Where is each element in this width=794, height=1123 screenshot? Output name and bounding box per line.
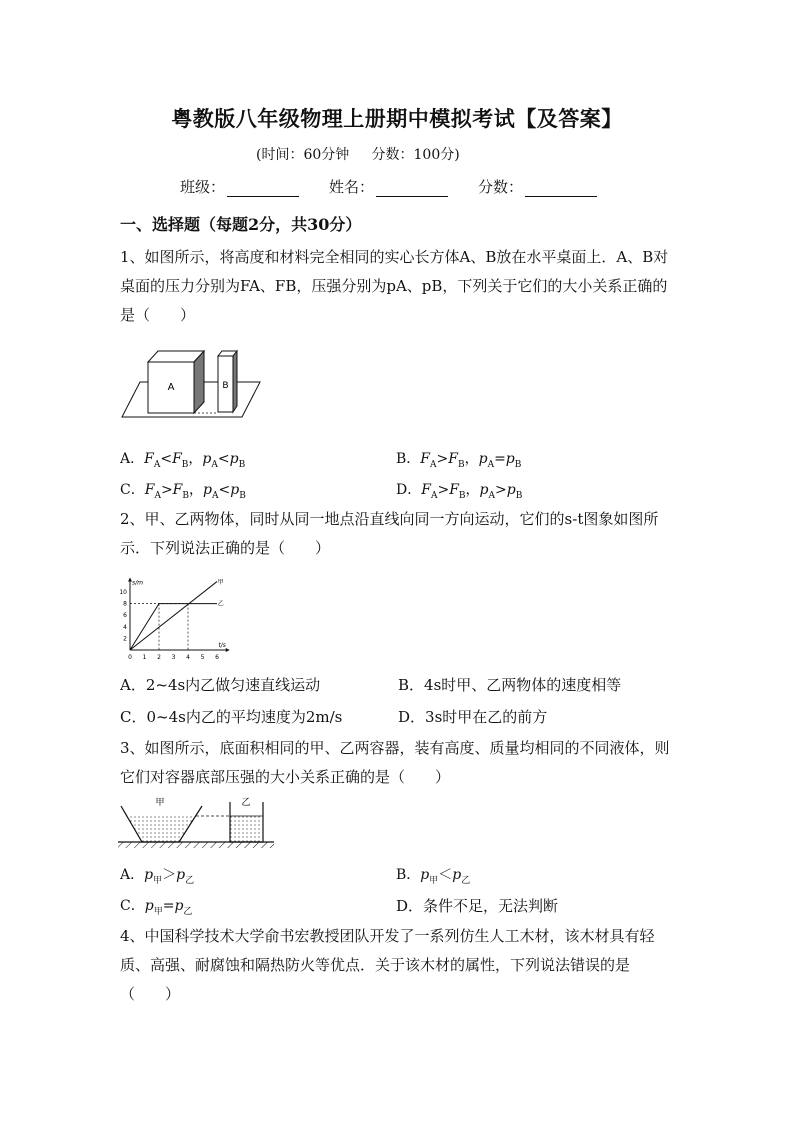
y-tick-label: 10	[119, 589, 127, 596]
q3-option-a[interactable]: A．$p_甲>p_乙$	[120, 867, 195, 886]
series-line-jia	[130, 579, 217, 650]
series-line-yi	[130, 604, 217, 650]
block-b-side	[233, 351, 237, 412]
series-label-yi: 乙	[217, 600, 224, 608]
x-tick-label: 0	[128, 654, 132, 661]
q2-option-c[interactable]: C．0~4s内乙的平均速度为2m/s	[120, 708, 343, 726]
x-tick-label: 1	[142, 654, 147, 661]
section-heading: 一、选择题（每题2分，共30分）	[120, 215, 362, 234]
q2-option-a[interactable]: A．2~4s内乙做匀速直线运动	[120, 676, 321, 694]
question-1-figure	[118, 345, 268, 425]
exam-info: (时间：60分钟 分数：100分)	[256, 147, 460, 163]
name-field[interactable]	[329, 176, 448, 197]
y-tick-label: 2	[123, 635, 127, 643]
y-tick-label: 8	[123, 600, 127, 608]
q1-option-d[interactable]: D．$F_A>F_B$，$p_A>p_B$	[396, 482, 523, 501]
page-title: 粤教版八年级物理上册期中模拟考试【及答案】	[171, 106, 623, 131]
question-4-text: 4、中国科学技术大学俞书宏教授团队开发了一系列仿生人工木材，该木材具有轻质、高强、耐腐蚀和隔热防火等优点．关于该木材的属性，下列说法错误的是（ ）	[120, 927, 655, 1003]
x-tick-label: 2	[157, 654, 161, 661]
x-tick-label: 4	[186, 654, 190, 661]
q2-option-b[interactable]: B．4s时甲、乙两物体的速度相等	[398, 676, 622, 694]
ground-hatch	[118, 842, 274, 848]
q3-option-c[interactable]: C．$p_甲=p_乙$	[120, 898, 193, 917]
q3-option-d[interactable]: D．条件不足，无法判断	[396, 897, 559, 915]
yi-label: 乙	[241, 798, 251, 808]
name-blank[interactable]	[376, 180, 448, 197]
series-label-jia: 甲	[217, 578, 224, 586]
q3-option-b[interactable]: B．$p_甲<p_乙$	[396, 867, 471, 886]
y-tick-label: 6	[123, 612, 127, 620]
student-fields	[180, 176, 627, 197]
question-1-text: 1、如图所示，将高度和材料完全相同的实心长方体A、B放在水平桌面上．A、B对桌面的压力分别为FA、FB，压强分别为pA、pB，下列关于它们的大小关系正确的是（ ）	[120, 248, 669, 324]
block-b-label: B	[222, 381, 229, 391]
q2-option-d[interactable]: D．3s时甲在乙的前方	[398, 708, 548, 726]
name-label: 姓名：	[329, 178, 375, 196]
question-3-figure	[118, 796, 274, 852]
st-graph	[116, 572, 246, 664]
class-blank[interactable]	[227, 180, 299, 197]
yi-liquid	[230, 816, 263, 842]
q1-option-b[interactable]: B．$F_A>F_B$，$p_A=p_B$	[396, 451, 522, 470]
jia-liquid	[127, 816, 196, 842]
q1-option-a[interactable]: A．$F_A<F_B$，$p_A<p_B$	[120, 451, 246, 470]
block-a-side	[194, 351, 204, 413]
x-axis-label: t/s	[218, 642, 226, 649]
q1-option-c[interactable]: C．$F_A>F_B$，$p_A<p_B$	[120, 482, 246, 501]
jia-label: 甲	[155, 798, 165, 808]
class-label: 班级：	[180, 178, 226, 196]
x-axis-arrow	[226, 648, 230, 652]
y-axis-label: s/m	[132, 579, 143, 587]
score-blank[interactable]	[525, 180, 597, 197]
question-3-text: 3、如图所示，底面积相同的甲、乙两容器，装有高度、质量均相同的不同液体，则它们对容器底部压强的大小关系正确的是（ ）	[120, 739, 670, 786]
block-a-label: A	[167, 382, 175, 393]
x-tick-label: 3	[171, 654, 176, 661]
score-field[interactable]	[478, 176, 597, 197]
question-2-text: 2、甲、乙两物体，同时从同一地点沿直线向同一方向运动，它们的s-t图象如图所示．下列说法正确的是（ ）	[120, 510, 659, 557]
y-tick-label: 4	[123, 623, 127, 631]
class-field[interactable]	[180, 176, 299, 197]
score-label: 分数：	[478, 178, 524, 196]
x-tick-label: 5	[200, 654, 205, 661]
x-tick-label: 6	[215, 654, 219, 661]
